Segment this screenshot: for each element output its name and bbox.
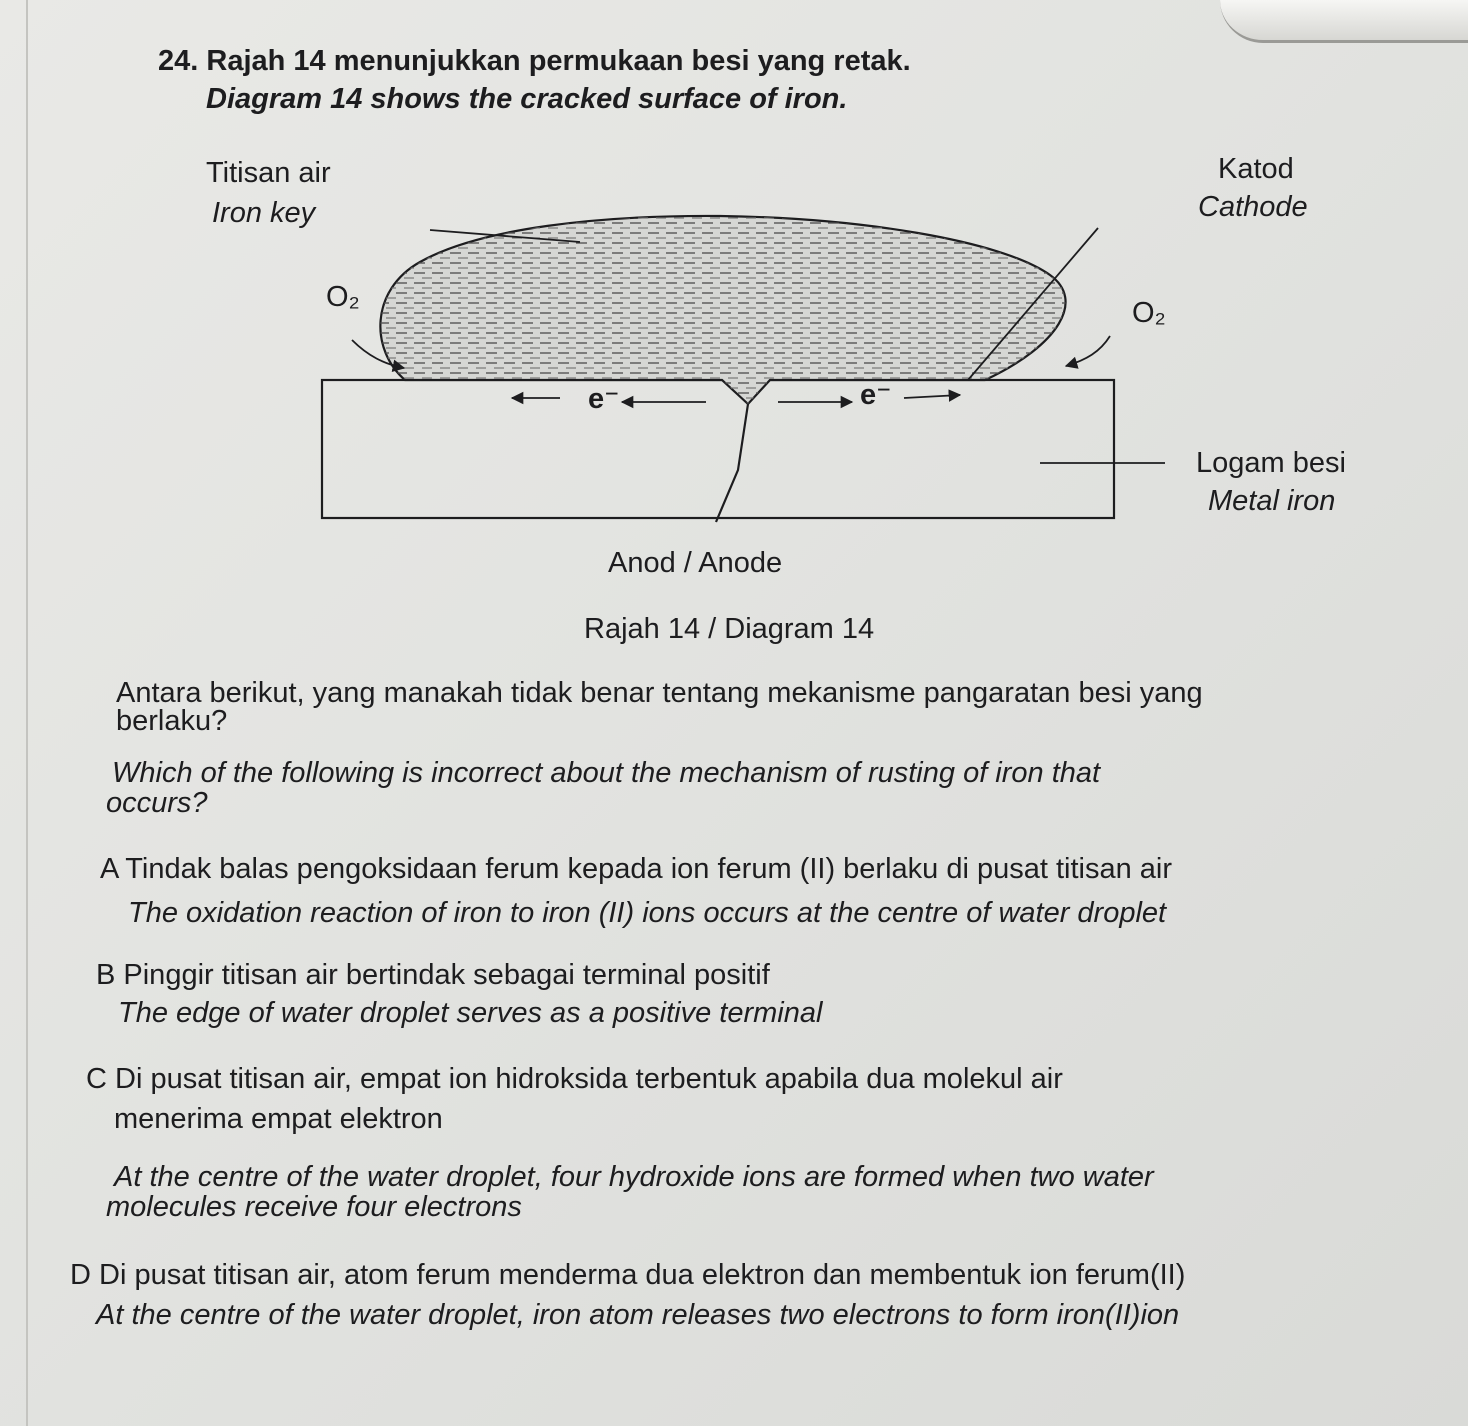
question-title: 24. Rajah 14 menunjukkan permukaan besi yang retak. [158,45,911,77]
label-cathode-en: Cathode [1198,191,1308,223]
option-c-en-line1: At the centre of the water droplet, four hydroxide ions are formed when two water [114,1161,1154,1193]
option-b-en: The edge of water droplet serves as a positive terminal [118,997,823,1029]
label-metal-en: Metal iron [1208,485,1336,517]
prompt-ms-line1: Antara berikut, yang manakah tidak benar tentang mekanisme pangaratan besi yang [116,677,1203,709]
label-anode: Anod / Anode [608,547,783,579]
option-d-en: At the centre of the water droplet, iron atom releases two electrons to form iron(II)ion [96,1299,1180,1331]
label-electron-left: e⁻ [588,383,620,415]
label-droplet-en: Iron key [212,197,316,229]
label-electron-right: e⁻ [860,379,892,411]
label-metal-ms: Logam besi [1196,447,1346,479]
crack-line [716,404,748,522]
question-title-en: Diagram 14 shows the cracked surface of iron. [206,83,848,115]
option-d-ms[interactable]: D Di pusat titisan air, atom ferum menderma dua elektron dan membentuk ion ferum(II) [70,1259,1186,1291]
label-o2-left: O₂ [326,281,360,313]
prompt-ms-line2: berlaku? [116,705,228,737]
option-c-en-line2: molecules receive four electrons [106,1191,522,1223]
metal-iron-block [322,380,1114,518]
label-o2-right: O₂ [1132,297,1166,329]
prompt-en-line1: Which of the following is incorrect about the mechanism of rusting of iron that [112,757,1101,789]
label-droplet-ms: Titisan air [206,157,331,189]
option-c-ms-line1[interactable]: C Di pusat titisan air, empat ion hidroksida terbentuk apabila dua molekul air [86,1063,1063,1095]
option-b-ms[interactable]: B Pinggir titisan air bertindak sebagai terminal positif [96,959,770,991]
option-a-en: The oxidation reaction of iron to iron (II) ions occurs at the centre of water droplet [128,897,1167,929]
electron-arrow-right-outer [904,395,960,398]
prompt-en-line2: occurs? [106,787,208,819]
option-a-ms[interactable]: A Tindak balas pengoksidaan ferum kepada ion ferum (II) berlaku di pusat titisan air [100,853,1172,885]
o2-right-arrow [1066,336,1110,366]
label-cathode-ms: Katod [1218,153,1294,185]
diagram-caption: Rajah 14 / Diagram 14 [584,613,875,645]
option-c-ms-line2: menerima empat elektron [114,1103,443,1135]
